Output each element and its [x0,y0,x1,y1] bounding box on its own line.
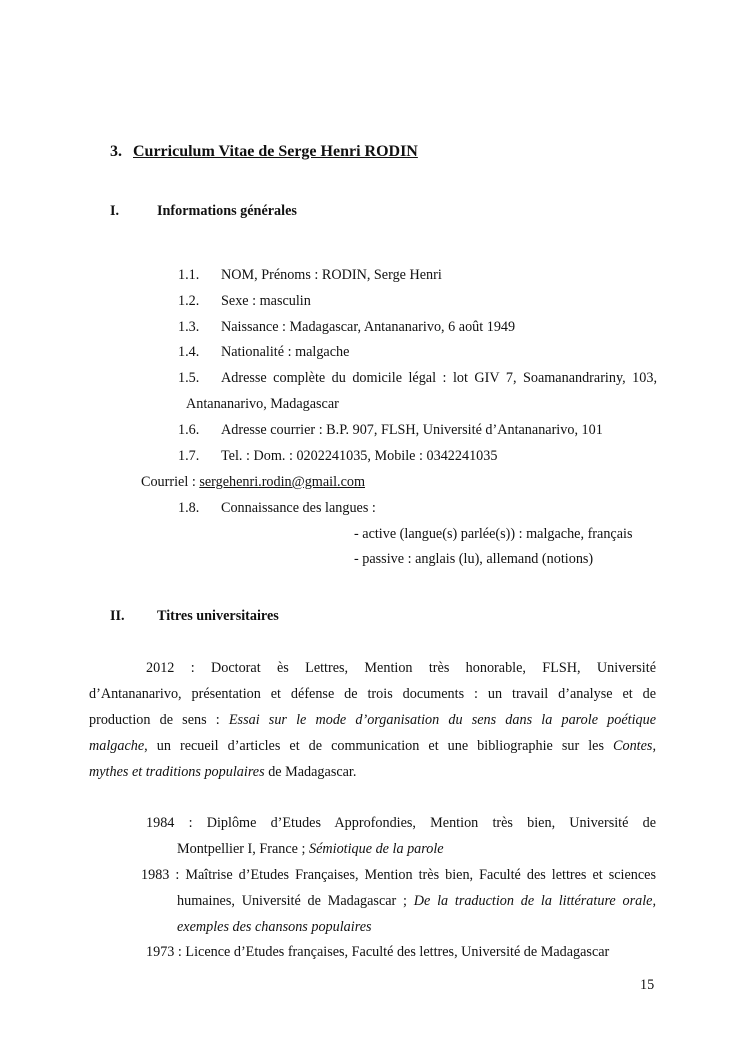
section-1-number: I. [110,203,120,219]
info-item-text: NOM, Prénoms : RODIN, Serge Henri [221,267,442,283]
dea-line: 1984 : Diplôme d’Etudes Approfondies, Mention très bien, Université de [146,815,656,831]
section-1-title: Informations générales [157,203,297,219]
info-item-text: Adresse courrier : B.P. 907, FLSH, Université d’Antananarivo, 101 [221,422,603,438]
doctorat-line [89,733,656,759]
section-2-number: II. [110,608,125,624]
info-item-text: Adresse complète du domicile légal : lot GIV 7, Soamanandrariny, 103, [221,370,657,386]
language-passive: - passive : anglais (lu), allemand (notions) [354,551,594,567]
info-item-text: Naissance : Madagascar, Antananarivo, 6 août 1949 [221,319,516,335]
dea-text: Montpellier I, France ; [177,841,309,857]
doctorat-bibliography-title: Contes, [613,738,656,754]
doctorat-line [89,707,656,733]
language-active: - active (langue(s) parlée(s)) : malgache, français [354,526,633,542]
doctorat-line: 2012 : Doctorat ès Lettres, Mention très honorable, FLSH, Université [146,660,656,676]
info-item-number: 1.5. [178,370,200,386]
info-item-text: Nationalité : malgache [221,344,350,360]
doctorat-line [89,763,356,781]
dea-line [177,840,444,858]
courriel-label: Courriel : [141,474,200,490]
doctorat-line: d’Antananarivo, présentation et défense de trois documents : un travail d’analyse et de [89,686,656,702]
maitrise-memoir-title-end: exemples des chansons populaires [177,919,372,935]
page-title: Curriculum Vitae de Serge Henri RODIN [133,143,418,160]
info-item-number: 1.3. [178,319,200,335]
dea-memoir-title: Sémiotique de la parole [308,841,444,857]
maitrise-memoir-title: De la traduction de la littérature orale, [413,893,656,909]
doctorat-thesis-title-end: malgache [89,738,145,754]
doctorat-bibliography-title-end: mythes et traditions populaires [89,764,265,780]
maitrise-text: humaines, Université de Madagascar ; [177,893,414,909]
page-number: 15 [640,977,655,993]
info-item-number: 1.7. [178,448,200,464]
section-2-title: Titres universitaires [157,608,279,624]
maitrise-line [177,888,656,914]
info-item-number: 1.2. [178,293,200,309]
email-link[interactable]: sergehenri.rodin@gmail.com [199,474,365,490]
info-item-number: 1.1. [178,267,200,283]
info-item-continuation: Antananarivo, Madagascar [186,396,339,412]
doctorat-thesis-title: Essai sur le mode d’organisation du sens dans la parole poétique [228,712,656,728]
info-item-number: 1.4. [178,344,200,360]
courriel-line [141,473,365,491]
licence-line: 1973 : Licence d’Etudes françaises, Faculté des lettres, Université de Madagascar [146,944,610,960]
maitrise-line: 1983 : Maîtrise d’Etudes Françaises, Mention très bien, Faculté des lettres et sciences [141,867,656,883]
title-number: 3. [110,143,122,160]
info-item-text: Tel. : Dom. : 0202241035, Mobile : 0342241035 [221,448,498,464]
doctorat-text: production de sens : [89,712,229,728]
info-item-text: Connaissance des langues : [221,500,376,516]
info-item-number: 1.8. [178,500,200,516]
info-item-text: Sexe : masculin [221,293,311,309]
info-item-number: 1.6. [178,422,200,438]
doctorat-text: de Madagascar. [264,764,357,780]
doctorat-text: , un recueil d’articles et de communication et une bibliographie sur les [144,738,614,754]
